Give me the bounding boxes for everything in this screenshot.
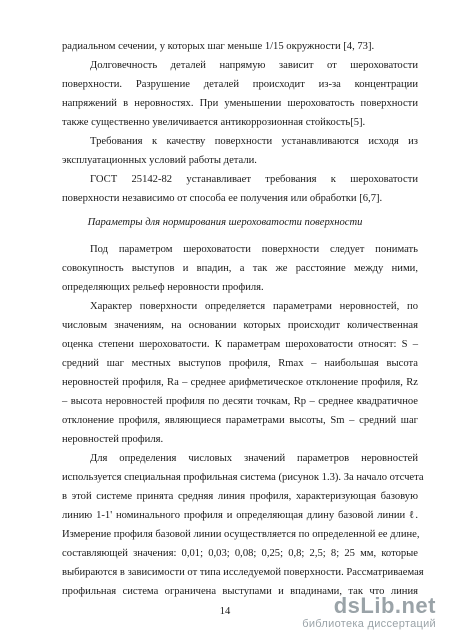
text-line: в этой системе принята средняя линия профиля, характеризующая базовую bbox=[62, 491, 418, 502]
text-line: неровностей профиля, Ra – среднее арифметическое отклонение профиля, Rz bbox=[62, 377, 418, 388]
text-line: Под параметром шероховатости поверхности следует понимать bbox=[90, 244, 418, 255]
page-number: 14 bbox=[219, 606, 231, 617]
text-line: Измерение профиля базовой линии осуществляется по определенной ее длине, bbox=[62, 529, 420, 540]
text-line: используется специальная профильная система (рисунок 1.3). За начало отсчета bbox=[62, 472, 424, 483]
text-line: средний шаг местных выступов профиля, Rmax – наибольшая высота bbox=[62, 358, 418, 369]
text-line: составляющей значения: 0,01; 0,03; 0,08; 0,25; 0,8; 2,5; 8; 25 мм, которые bbox=[62, 548, 418, 559]
watermark-subtitle: библиотека диссертаций bbox=[302, 618, 436, 630]
watermark-logo: dsLib.net bbox=[333, 593, 436, 618]
text-line: Для определения числовых значений параметров неровностей bbox=[90, 453, 418, 464]
text-line: линию 1-1' номинального профиля и определяющая длину базовой линии ℓ. bbox=[62, 510, 418, 521]
text-line: напряжений в неровностях. При уменьшении шероховатость поверхности bbox=[62, 98, 418, 109]
section-heading: Параметры для нормирования шероховатости поверхности bbox=[87, 217, 363, 228]
text-line: оценка степени шероховатости. К параметрам шероховатости относят: S – bbox=[62, 339, 418, 350]
text-line: радиальном сечении, у которых шаг меньше 1/15 окружности [4, 73]. bbox=[62, 41, 375, 52]
text-line: Долговечность деталей напрямую зависит от шероховатости bbox=[90, 60, 418, 71]
text-line: ГОСТ 25142-82 устанавливает требования к шероховатости bbox=[90, 174, 418, 185]
text-line: числовым значениям, на основании которых происходит количественная bbox=[62, 320, 418, 331]
text-line: совокупность выступов и впадин, а так же расстояние между ними, bbox=[62, 263, 418, 274]
text-line: отклонение профиля, являющиеся параметрами высоты, Sm – средний шаг bbox=[62, 415, 418, 426]
text-line: профильная система ограничена выступами и впадинами, так что линия bbox=[62, 586, 418, 597]
text-line: – высота неровностей профиля по десяти точкам, Rp – среднее квадратичное bbox=[62, 396, 418, 407]
text-line: Характер поверхности определяется параметрами неровностей, по bbox=[90, 301, 418, 312]
text-line: выбираются в зависимости от типа исследуемой поверхности. Рассматриваемая bbox=[62, 567, 424, 578]
text-line: неровностей профиля. bbox=[62, 434, 164, 445]
text-line: эксплуатационных условий работы детали. bbox=[62, 155, 257, 166]
text-line: поверхности. Разрушение деталей происходит из-за концентрации bbox=[62, 79, 418, 90]
text-line: определяющих рельеф неровности профиля. bbox=[62, 282, 264, 293]
text-line: поверхности независимо от способа ее получения или обработки [6,7]. bbox=[62, 193, 383, 204]
text-line: также существенно увеличивается антикоррозионная стойкость[5]. bbox=[62, 117, 366, 128]
text-line: Требования к качеству поверхности устанавливаются исходя из bbox=[90, 136, 418, 147]
dslib-watermark[interactable] bbox=[302, 594, 436, 630]
